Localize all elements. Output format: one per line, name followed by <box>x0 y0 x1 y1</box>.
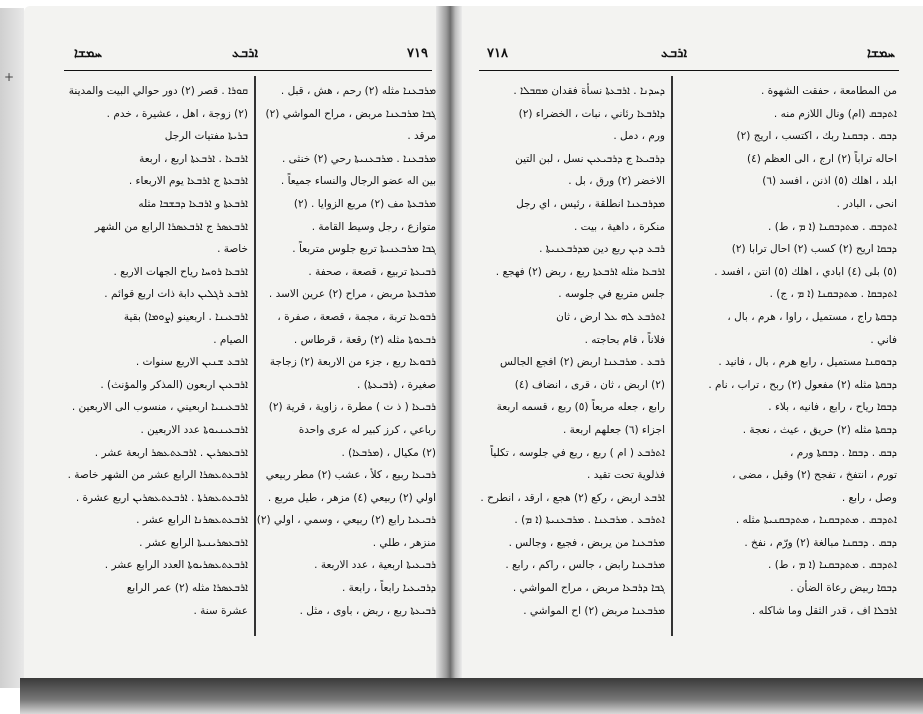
entry-line: ܐܪܒܥܬܐ ج ܐܪܒܥܐ يوم الاربعاء . <box>128 175 248 188</box>
entry-line: ܪܒܝܥܐ ( ذ ت ) مطرة ، زاوية ، قرية (٢) <box>268 401 436 414</box>
entry-line: ܐܪܒܥ اربض ، ركع (٢) هجع ، ارقد ، انطرح . <box>480 491 665 504</box>
entry-line: ܡܪܒܥܢܐ . ܡܪܒܥܢܝܬܐ رحي (٢) خنثى . <box>282 152 436 165</box>
entry-line: ܐܬܪܒܥ ( ام ) ربع ، ربع في جلوسه ، تكلياً <box>490 446 665 459</box>
header-word-center: ܐܪܒܥ <box>661 46 688 61</box>
entry-line: ܡܪܒܥܢܐ مثله (٢) رحم ، هش ، قبل . <box>280 85 436 97</box>
entry-line: ܐܪܒܥܝܢܝܘܬܐ عدد الاربعين . <box>140 423 248 436</box>
entry-line: ܐܪܒܥܬܥܣܪܝܘܬܐ العدد الرابع عشر . <box>104 559 248 572</box>
entry-line: رابع ، جعله مربعاً (٥) ربع ، قسمه اربعة <box>496 401 665 414</box>
entry-line: ܩܘܪܐ . قصر (٢) دور حوالي البيت والمدينة <box>68 85 248 97</box>
entry-line: ܐܪܒܥܬܥܣܪܢܐ الرابع عشر . <box>136 514 248 527</box>
left-page-header <box>64 42 432 71</box>
entry-line: ܪܒܝܥܝܬܐ اربعية ، عدد الاربعة . <box>314 559 436 572</box>
entry-line: ܐܪܒܠܐ اف ، قدر الثقل وما شاكله . <box>751 604 897 617</box>
entry-line: خاصة . <box>217 243 248 256</box>
entry-line: ܐܪܒܥܣܪܐ مثله (٢) عمر الرابع <box>126 582 248 595</box>
entry-line: احاله تراباً (٢) ارج ، الى العظم (٤) <box>746 152 897 165</box>
entry-line: ܐܪܒܥܣܪܝܢ . ܐܪܒܥܬܥܣܪ اربعة عشر . <box>94 446 248 459</box>
entry-line: ܐܪܒܥܣܪܝܢܝܬܐ الرابع عشر . <box>139 536 248 549</box>
entry-line: وصل ، رابع . <box>841 491 897 504</box>
entry-line: الاخضر (٢) ورق ، بل . <box>568 175 665 188</box>
entry-line: ابلد ، اهلك (٥) اذنن ، افسد (٦) <box>762 175 897 188</box>
entry-line: ܐܪܒܥܝܢ اربعون (المذكر والمؤنث) . <box>100 378 248 391</box>
column-divider <box>254 76 256 636</box>
entry-line: ܐܬܕܒܩܐ . ܡܬܕܒܩܢܐ (ܐ ܡ ، ج) . <box>769 288 897 301</box>
left-inner-column <box>256 80 436 640</box>
entry-line: (٥) بلى (٤) ابادي ، اهلك (٥) انتن ، افسد . <box>714 265 897 278</box>
entry-line: ܕܒܩ . ܕܒܩܢܐ ربك ، اكتسب ، اريج (٢) <box>736 130 897 143</box>
header-word-center: ܐܪܒܥ <box>232 46 259 61</box>
entry-line: ܡܪܒܥܢܐ رابض ، جالس ، راكم ، رابع . <box>505 559 665 572</box>
right-inner-column <box>479 80 665 640</box>
entry-line: ܕܒܩܬܐ مثله (٢) حريق ، عيث ، نعجة . <box>742 423 897 436</box>
entry-line: ܕܒܩܐ اريح (٢) كسب (٢) احال ترابا (٢) <box>731 243 897 256</box>
entry-line: ܕܒܩ . ܕܒܩܢܐ مبالغة (٢) ورّم ، نفخ . <box>744 536 897 549</box>
entry-line: ܕܪܒܝܥܐ ج ܕܪܒܝܥܝܢ نسل ، لبن التين <box>515 152 665 165</box>
entry-line: ܡܪܒܥܬܐ مربض ، مراح (٢) عرين الاسد . <box>268 288 436 301</box>
entry-line: ܡܪܒܥܬܐ مف (٢) مربع الزوايا . (٢) <box>293 197 436 210</box>
entry-line: متوازع ، رجل وسيط القامة . <box>311 220 436 233</box>
entry-line: ܕܐܪܒܥܐ رئاني ، نبات ، الخضراء (٢) <box>518 107 665 120</box>
entry-line: فذلوية تحت تقيد . <box>587 469 665 482</box>
entry-line: ܐܪܒܥ ܪܓܠܝܢ دابة ذات اربع قوائم . <box>104 288 248 301</box>
entry-line: عشرة سنة . <box>193 604 248 617</box>
right-outer-column <box>677 80 897 640</box>
entry-line: ܕܒܩܬܐ راج ، مستميل ، راوا ، هرم ، بال ، <box>727 310 897 323</box>
entry-line: صغيرة ، (ܪܒܝܥܬܐ) . <box>357 378 436 391</box>
entry-line: ܒܪܝܬܐ مفتيات الرجل <box>164 130 248 143</box>
entry-line: ܐܬܕܒܩ . ܡܬܕܒܩܢܐ (ܐ ܡ ، ط) . <box>768 220 897 233</box>
entry-line: ܡܪܒܥܢܐ من يربض ، فجيع ، وجالس . <box>508 536 665 549</box>
entry-line: ܐܪܒܥ ܫܢܝܢ الاربع سنوات . <box>135 356 248 369</box>
entry-line: ܕܒܩܬܐ مثله (٢) مفعول (٢) ربح ، تراب ، نام . <box>708 378 897 391</box>
entry-line: ܐܪܒܥܐ . ܐܪܒܥܬܐ اربع ، اربعة <box>139 152 248 165</box>
entry-line: رباعي ، كرز كبير له عرى واحدة <box>298 423 436 436</box>
entry-line: بين اله عضو الرجال والنساء جميعاً . <box>280 175 436 188</box>
entry-line: ܪܒܝܥܐ ربيع ، كلأ ، عشب (٢) مطر ربيعي <box>265 469 436 482</box>
entry-line: فلاناً ، قام بحاجته . <box>584 333 665 346</box>
entry-line: ܐܪܒܥܝܢܐ . اربعينو (ܨܘܡܐ) بقية <box>123 310 248 323</box>
entry-line: ܐܬܕܒܩ (ام) ونال اللازم منه . <box>773 107 897 120</box>
entry-line: ܡܪܒܥܢܐ مربض (٢) اح المواشي . <box>523 604 665 617</box>
entry-line: فاني . <box>870 333 897 346</box>
binding-mark: + <box>4 70 15 84</box>
entry-line: ܐܪܒܥܐ ܪܘܚܐ رياح الجهات الاربع . <box>113 265 248 278</box>
entry-line: (٢) مكيال ، (ܡܪܒܥܐ) . <box>341 446 436 459</box>
header-word-left: ܚܡܫܐ <box>74 46 102 61</box>
entry-line: ܪܒܘܥܐ ربع ، جزء من الاربعة (٢) زجاجة <box>269 356 436 369</box>
entry-line: (٢) زوجة ، اهل ، عشيرة ، خدم . <box>106 107 248 120</box>
entry-line: ܓܒܐ ܕܪܒܥܐ مربض ، مراح المواشي . <box>512 582 665 595</box>
entry-line: ܐܪܒܥܐ مثله ܐܪܒܥܬܐ ربع ، ربض (٢) فهجع . <box>495 265 665 278</box>
right-page-header <box>479 42 899 71</box>
entry-line: ܪܒܥ . ܡܪܒܥܢܐ اربض (٢) افجع الجالس <box>500 356 665 369</box>
entry-line: تورم ، انتفخ ، تفجح (٢) وقبل ، مضى ، <box>732 469 897 482</box>
entry-line: ܐܪܒܥܬܥܣܪܐ الرابع عشر من الشهر خاصة . <box>67 469 248 482</box>
entry-line: جلس متربع في جلوسه . <box>558 288 665 301</box>
entry-line: ورم ، دمل . <box>613 130 665 143</box>
entry-line: مرقد . <box>407 130 436 143</box>
entry-line: انحى ، البادر . <box>836 197 897 210</box>
entry-line: ܕܚܕܢܐ . ܐܪܒܥܬܐ نسأة فقدان ܡܩܒܠܐ . <box>513 85 665 97</box>
entry-line: ܐܬܕܒܩ . ܡܬܕܒܩܢܐ ، ܡܬܕܒܩܢܝܬܐ مثله . <box>735 514 897 527</box>
entry-line: ܪܒܘܥܐ تربة ، مجمة ، قصعة ، صفرة ، <box>277 310 436 323</box>
entry-line: منكرة ، داهية ، بيت . <box>573 220 665 233</box>
book-edge <box>0 8 24 688</box>
entry-line: ܪܒܥܘܬܐ مثله (٢) رقعة ، قرطاس . <box>293 333 436 346</box>
entry-line: ܕܒܩܐ ربيض رعاة الضأن . <box>790 582 897 595</box>
entry-line: ܐܬܪܒܥ . ܡܪܒܥܢܐ . ܡܪܒܥܢܝܬܐ (ܐ ܡ) . <box>514 514 665 527</box>
page-number: ٧١٩ <box>407 46 428 61</box>
book-gutter <box>436 6 462 678</box>
entry-line: ܐܪܒܥܣܪ ج ܐܪܒܥܣܪܐ الرابع من الشهر <box>94 220 248 233</box>
left-page <box>24 6 446 678</box>
entry-line: ܕܒܘܩܢܐ مستميل ، رابع هرم ، بال ، فانيد . <box>718 356 897 369</box>
right-page <box>449 6 923 678</box>
entry-line: (٢) اربض ، ثان ، قرى ، انضاف (٤) <box>514 378 665 391</box>
entry-line: الصيام . <box>213 333 248 346</box>
entry-line: ܐܪܒܥܬܥܣܪܬܐ . ܐܪܒܥܬܥܣܪܝܢ اربع عشرة . <box>75 491 248 504</box>
entry-line: ܓܒܐ ܡܪܒܥܢܐ مربض ، مراح المواشي (٢) <box>265 107 436 120</box>
entry-line: منزهر ، طلي . <box>372 536 436 549</box>
column-divider <box>671 76 673 636</box>
scan-shadow <box>20 678 923 714</box>
entry-line: ܐܬܪܒܥ ܠܗ ܥܠ ارض ، ثان <box>556 310 665 323</box>
entry-line: ܐܬܕܒܩ . ܡܬܕܒܩܢܐ (ܐ ܡ ، ط) . <box>768 559 897 572</box>
entry-line: ܪܒܥ ܕܝܢ ربع دين ܡܕܪܒܥܢܝܬܐ . <box>539 243 665 256</box>
entry-line: ܪܒܝܥܬܐ ربع ، ربض ، باوى ، مثل . <box>299 604 436 617</box>
entry-line: ܕܪܒܝܥܝܐ رابعاً ، رابعة . <box>341 582 436 595</box>
entry-line: ܪܒܝܥܝܐ رابع (٢) ربيعي ، وسمي ، اولي (٢) <box>256 514 436 527</box>
entry-line: ܐܪܒܥܝܢܝܐ اربعيني ، منسوب الى الاربعين . <box>71 401 248 414</box>
entry-line: ܡܕܪܒܥܢܐ انطلقة ، رئيس ، اي رجل <box>516 197 665 210</box>
entry-line: ܕܒܩ . ܕܒܩܐ . ܕܒܩܬܐ ورم ، <box>790 446 897 459</box>
entry-line: اولي (٢) ربيعي (٤) مزهر ، طيل مربع . <box>267 491 436 504</box>
entry-line: ܐܪܒܥܬܐ و ܐܪܒܥܐ ܕܒܫܒܐ مثله <box>138 197 248 210</box>
entry-line: اجزاء (٦) جعلهم اربعة . <box>562 423 665 436</box>
entry-line: ܓܒܐ ܡܪܒܥܢܝܬܐ تربع جلوس متربعاً . <box>292 243 436 256</box>
entry-line: ܪܒܝܥܬܐ تربيع ، قصعة ، صحفة . <box>308 265 436 278</box>
left-outer-column <box>58 80 248 640</box>
entry-line: ܕܒܩܐ رياح ، رابع ، فانيه ، بلاء . <box>768 401 897 414</box>
header-word-right: ܚܡܫܐ <box>867 46 895 61</box>
page-number: ٧١٨ <box>487 46 508 61</box>
entry-line: من المطامعة ، حفقت الشهوة . <box>760 85 897 97</box>
